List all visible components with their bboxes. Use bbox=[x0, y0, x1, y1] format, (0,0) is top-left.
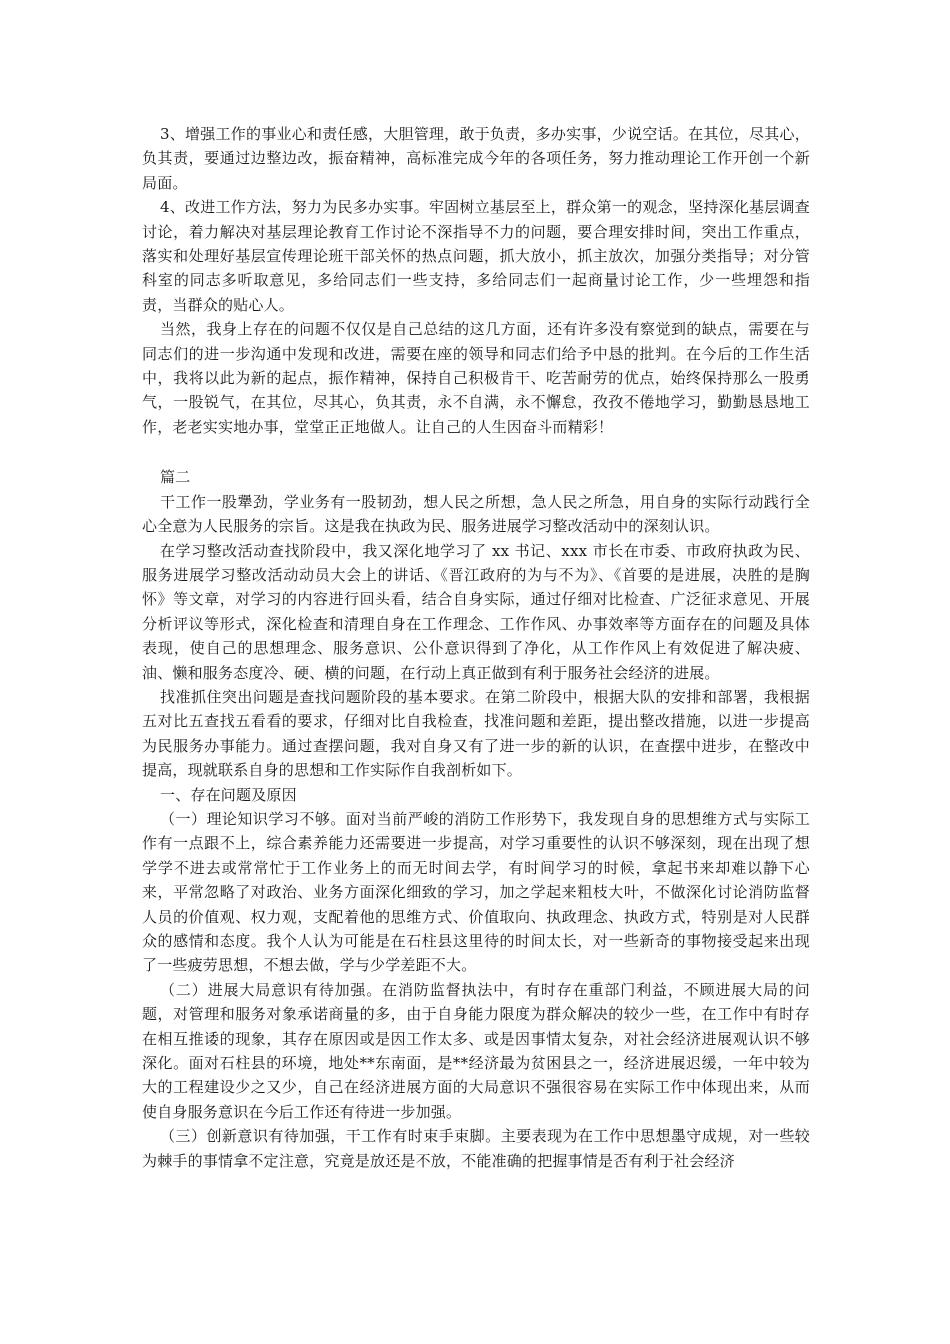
paragraph-1: 3、增强工作的事业心和责任感，大胆管理，敢于负责，多办实事，少说空话。在其位，尽其心，负其责，要通过边整边改，振奋精神，高标准完成今年的各项任务，努力推动理论工作开创一个新局面。 bbox=[142, 125, 810, 192]
paragraph-5: 在学习整改活动查找阶段中，我又深化地学习了 xx 书记、xxx 市长在市委、市政府执政为民、服务进展学习整改活动动员大会上的讲话、《晋江政府的为与不为》、《首要的是进展，决胜的是胸怀》等文章，对学习的内容进行回头看，结合自身实际，通过仔细对比检查、广泛征求意见、开展分析评议等形式，深化检查和清理自身在工作理念、工作作风、办事效率等方面存在的问题及具体表现，使自己的思想理念、服务意识、公仆意识得到了净化，从工作作风上有效促进了解决疲、油、懒和服务态度冷、硬、横的问题，在行动上真正做到有利于服务社会经济的进展。 bbox=[142, 541, 810, 682]
paragraph-3: 当然，我身上存在的问题不仅仅是自己总结的这几方面，还有许多没有察觉到的缺点，需要在与同志们的进一步沟通中发现和改进，需要在座的领导和同志们给予中恳的批判。在今后的工作生活中，我将以此为新的起点，振作精神，保持自己积极肯干、吃苦耐劳的优点，始终保持那么一股勇气，一股锐气，在其位，尽其心，负其责，永不自满，永不懈怠，孜孜不倦地学习，勤勤恳恳地工作，老老实实地办事，堂堂正正地做人。让自己的人生因奋斗而精彩！ bbox=[142, 320, 810, 436]
section-gap bbox=[142, 439, 810, 465]
paragraph-9: （三）创新意识有待加强，干工作有时束手束脚。主要表现为在工作中思想墨守成规，对一些较为棘手的事情拿不定注意，究竟是放还是不放，不能准确的把握事情是否有利于社会经济 bbox=[142, 1127, 810, 1170]
heading-problems: 一、存在问题及原因 bbox=[160, 785, 297, 804]
paragraph-8: （二）进展大局意识有待加强。在消防监督执法中，有时存在重部门利益，不顾进展大局的问题，对管理和服务对象承诺商量的多，由于自身能力限度为群众解决的较少一些，在工作中有时存在相互推诿的现象，其存在原因或是因工作太多、或是因事情太复杂，对社会经济进展观认识不够深化。面对石柱县的环境，地处**东南面，是**经济最为贫困县之一，经济进展迟缓，一年中较为大的工程建设少之又少，自己在经济进展方面的大局意识不强很容易在实际工作中体现出来，从而使自身服务意识在今后工作还有待进一步加强。 bbox=[142, 980, 810, 1121]
paragraph-6: 找准抓住突出问题是查找问题阶段的基本要求。在第二阶段中，根据大队的安排和部署，我根据五对比五查找五看看的要求，仔细对比自我检查，找准问题和差距，提出整改措施，以进一步提高为民服务办事能力。通过查摆问题，我对自身又有了进一步的新的认识，在查摆中进步，在整改中提高，现就联系自身的思想和工作实际作自我剖析如下。 bbox=[142, 687, 810, 780]
paragraph-4: 干工作一股犟劲，学业务有一股韧劲，想人民之所想，急人民之所急，用自身的实际行动践行全心全意为人民服务的宗旨。这是我在执政为民、服务进展学习整改活动中的深刻认识。 bbox=[142, 492, 810, 536]
section-title: 篇二 bbox=[160, 468, 191, 487]
paragraph-7: （一）理论知识学习不够。面对当前严峻的消防工作形势下，我发现自身的思想维方式与实际工作有一点跟不上，综合素养能力还需要进一步提高，对学习重要性的认识不够深刻，现在出现了想学学不进去或常常忙于工作业务上的而无时间去学，有时间学习的时候，拿起书来却难以静下心来，平常忽略了对政治、业务方面深化细致的学习，加之学起来粗枝大叶，不做深化讨论消防监督人员的价值观、权力观，支配着他的思维方式、价值取向、执政理念、执政方式，特别是对人民群众的感情和态度。我个人认为可能是在石柱县这里待的时间太长，对一些新奇的事物接受起来出现了一些疲劳思想，不想去做，学与少学差距不大。 bbox=[142, 809, 810, 975]
document-page bbox=[142, 122, 810, 1173]
paragraph-2: 4、改进工作方法，努力为民多办实事。牢固树立基层至上，群众第一的观念，坚持深化基层调查讨论，着力解决对基层理论教育工作讨论不深指导不力的问题，要合理安排时间，突出工作重点，落实和处理好基层宣传理论班干部关怀的热点问题，抓大放小，抓主放次，加强分类指导；对分管科室的同志多听取意见，多给同志们一些支持，多给同志们一起商量讨论工作，少一些埋怨和指责，当群众的贴心人。 bbox=[142, 198, 810, 314]
